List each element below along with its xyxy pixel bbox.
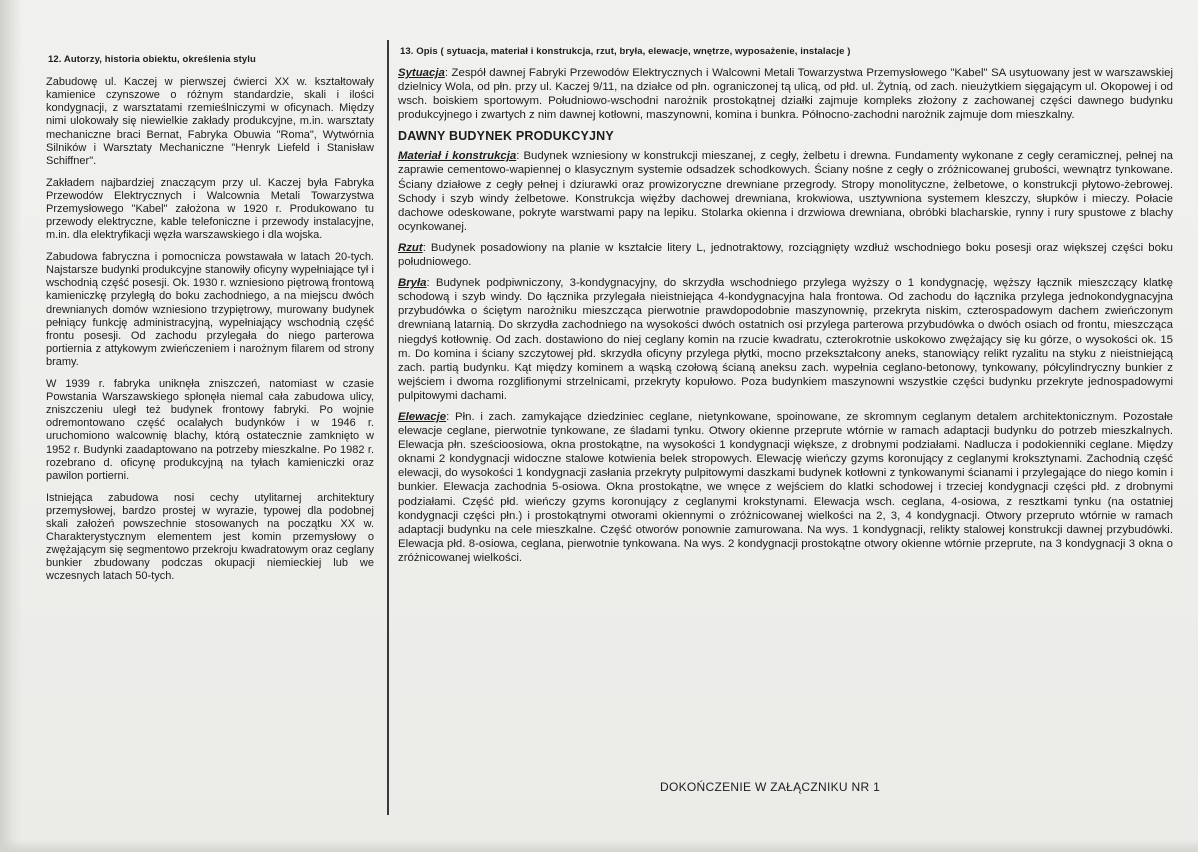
continuation-note: DOKOŃCZENIE W ZAŁĄCZNIKU NR 1 xyxy=(660,780,881,794)
section-13-column xyxy=(398,46,1173,572)
column-divider xyxy=(387,40,389,815)
history-paragraph-2: Zakładem najbardziej znaczącym przy ul. Kaczej była Fabryka Przewodów Elektrycznych i Walcownia Metali Towarzystwa Przemysłowego "Kabel" założona w 1920 r. Produkowano tu przewody elektryczne, kable telefoniczne i przewody instalacyjne, m.in. dla elektryfikacji węzła warszawskiego i dla wojska. xyxy=(46,176,374,242)
building-title: DAWNY BUDYNEK PRODUKCYJNY xyxy=(398,129,614,144)
sytuacja-text: : Zespół dawnej Fabryki Przewodów Elektrycznych i Walcowni Metali Towarzystwa Przemysłowego "Kabel" SA usytuowany jest w warszawskiej dzielnicy Wola, od płn. przy ul. Kaczej 9/11, na działce od płn. ograniczonej tą ulicą, od płd. ul. Żytnią, od zach. nieużytkiem sięgającym ul. Okopowej i od wsch. boiskiem sportowym. Południowo-wschodni narożnik prostokątnej działki zajmuje kompleks złożony z zachowanej części dawnego budynku produkcyjnego i zwartych z nim dawnej kotłowni, maszynowni, komina i bunkra. Północno-zachodni narożnik zajmuje dom mieszkalny. xyxy=(398,67,1173,122)
sytuacja-label: Sytuacja xyxy=(398,67,445,79)
elewacje-label: Elewacje xyxy=(398,410,447,423)
material-label: Materiał i konstrukcja xyxy=(398,150,517,163)
material-text: : Budynek wzniesiony w konstrukcji mieszanej, z cegły, żelbetu i drewna. Fundamenty wykonane z cegły ceramicznej, pełnej na zaprawie cementowo-wapiennej o klasycznym systemie odsadzek schodkowych. Ściany nośne z cegły o zróżnicowanej grubości, wewnątrz tynkowane. Ściany działowe z cegły pełnej i dziurawki oraz prowizoryczne drewniane przegrody. Stropy monolityczne, żelbetowe, o konstrukcji płytowo-żebrowej. Schody i szyb windy żelbetowe. Konstrukcja więźby dachowej drewniana, krokwiowa, usztywniona systemem kleszczy, słupków i mieczy. Połacie dachowe odeskowane, pokryte warstwami papy na lepiku. Stolarka okienna i drzwiowa drewniana, obróbki blacharskie, rynny i rury spustowe z blachy ocynkowanej. xyxy=(398,150,1173,233)
bryla-paragraph xyxy=(398,276,1173,403)
rzut-label: Rzut xyxy=(398,241,423,254)
history-paragraph-3: Zabudowa fabryczna i pomocnicza powstawała w latach 20-tych. Najstarsze budynki produkcyjne stanowiły oficyny wypełniające tył i wschodnią część posesji. Ok. 1930 r. wzniesiono piętrową frontową kamieniczkę przyległą do boku zachodniego, a na miejscu dwóch drewnianych domów wzniesiono trzypiętrowy, murowany budynek pełniący funkcję administracyjną, wypełniający wschodnią część frontu posesji. Od zachodu przylegała do niego parterowa portiernia z attykowym zwieńczeniem i narożnym filarem od strony bramy. xyxy=(46,250,374,369)
history-paragraph-5: Istniejąca zabudowa nosi cechy utylitarnej architektury przemysłowej, bardzo prostej w wyrazie, typowej dla podobnej skali założeń powszechnie stosowanych na początku XX w. Charakterystycznym elementem jest komin przemysłowy o zwężającym się segmentowo przekroju kwadratowym oraz ceglany bunkier zbudowany podczas okupacji niemieckiej lub we wczesnych latach 50-tych. xyxy=(46,491,374,583)
history-paragraph-4: W 1939 r. fabryka uniknęła zniszczeń, natomiast w czasie Powstania Warszawskiego spłonęła niemal cała zabudowa ulicy, zniszczeniu uległ też budynek frontowy fabryki. Po wojnie odremontowano część ocalałych budynków i w 1946 r. uruchomiono walcownię blachy, którą ostatecznie zamknięto w 1952 r. Budynki zaadaptowano na potrzeby mieszkalne. Po 1982 r. rozebrano d. oficynę produkcyjną na tyłach kamieniczki oraz pawilon portierni. xyxy=(46,377,374,482)
rzut-paragraph xyxy=(398,241,1173,269)
section-12-column xyxy=(46,48,374,592)
section-13-heading: 13. Opis ( sytuacja, materiał i konstrukcja, rzut, bryła, elewacje, wnętrze, wyposażenie, instalacje ) xyxy=(400,46,851,57)
history-paragraph-1: Zabudowę ul. Kaczej w pierwszej ćwierci XX w. kształtowały kamienice czynszowe o różnym standardzie, skali i ilości kondygnacji, z warsztatami rzemieślniczymi w oficynach. Między nimi ulokowały się niewielkie zakłady produkcyjne, m.in. warsztaty mechaniczne braci Bernat, Fabryka Obuwia "Roma", Wytwórnia Silników i Warsztaty Mechaniczne "Henryk Liefeld i Stanisław Schiffner". xyxy=(46,76,374,167)
bryla-label: Bryła xyxy=(398,277,427,290)
elewacje-text: : Płn. i zach. zamykające dziedziniec ceglane, nietynkowane, spoinowane, ze skromnym ceglanym detalem architektonicznym. Pozostałe elewacje ceglane, pierwotnie tynkowane, ze śladami tynku. Otwory okienne przeprute wtórnie w ramach adaptacji budynku do potrzeb mieszkalnych. Elewacja płn. sześcioosiowa, okna prostokątne, na wysokości 1 kondygnacji większe, z drobnymi podziałami. Nadlucza i podokienniki ceglane. Między oknami 2 kondygnacji widoczne stalowe kotwienia belek stropowych. Elewację wieńczy gzyms koronujący z ceglanymi kroksztynami. Zachodnią część elewacji, do wysokości 1 kondygnacji zasłania przekryty pulpitowymi daszkami budynek kotłowni z tynkowanymi ścianami i przylegające do niego komin i bunkier. Elewacja zachodnia 5-osiowa. Okna prostokątne, we wnęce z wejściem do klatki schodowej i trzeciej kondygnacji części płd. z drobnymi podziałami. Część płd. wieńczy gzyms koronujący z ceglanymi krokstynami. Elewacja wsch. ceglana, 4-osiowa, z resztkami tynku (na ostatniej kondygnacji części płn.) i prostokątnymi otworami okiennymi o zróżnicowanej wielkości na 2, 3, 4 kondygnacji. Otwory przepruto wtórnie w ramach adaptacji budynku na cele mieszkalne. Część otworów ponownie zamurowana. Na wys. 1 kondygnacji, relikty stalowej konstrukcji dawnej przybudówki. Elewacja płd. 8-osiowa, ceglana, pierwotnie tynkowana. Na wys. 2 kondygnacji prostokątne otwory okienne wtórnie przeprute, na 3 kondygnacji 3 okna o zróżnicowanej wielkości. xyxy=(398,410,1173,564)
scan-left-edge xyxy=(0,0,22,852)
rzut-text: : Budynek posadowiony na planie w kształcie litery L, jednotraktowy, rozciągnięty wzdłuż wschodniego boku posesji oraz większej części boku południowego. xyxy=(398,241,1173,269)
material-paragraph xyxy=(398,149,1173,234)
section-12-heading: 12. Autorzy, historia obiektu, określenia stylu xyxy=(48,54,256,65)
elewacje-paragraph xyxy=(398,410,1173,565)
scan-bottom-edge xyxy=(0,840,1198,852)
bryla-text: : Budynek podpiwniczony, 3-kondygnacyjny, do skrzydła wschodniego przylega wyższy o 1 kondygnację, węższy łącznik mieszczący klatkę schodową i szyb windy. Do łącznika przylegała nieistniejąca 4-kondygnacyjna hala frontowa. Od zachodu do łącznika przylega jednokondygnacyjna przybudówka o ściętym narożniku mieszcząca pierwotnie prawdopodobnie maszynownię, przekryta niskim, czterospadowym dachem zwieńczonym drewnianą latarnią. Do skrzydła zachodniego na wysokości dwóch ostatnich osi przylega parterowa przybudówka o dwóch osiach od frontu, mieszcząca niegdyś kotłownię. Od zach. dostawiono do niej ceglany komin na rzucie kwadratu, czterokrotnie uskokowo zwężający się ku górze, o wysokości ok. 15 m. Do komina i ściany szczytowej płd. skrzydła oficyny przylega płytki, mocno przekształcony aneks, stanowiący relikt ryzalitu na styku z nieistniejącą zach. partią budynku. Kąt między kominem a wąską czołową ścianą aneksu zach. wypełnia ceglano-betonowy, tynkowany, półcylindryczny bunkier z wejściem i dwoma rozglifionymi strzelnicami, przekryty kopułowo. Poza budynkiem maszynowni wszystkie części budynku przekryte jednospadowymi pulpitowymi dachami. xyxy=(398,277,1173,402)
sytuacja-paragraph xyxy=(398,66,1173,122)
